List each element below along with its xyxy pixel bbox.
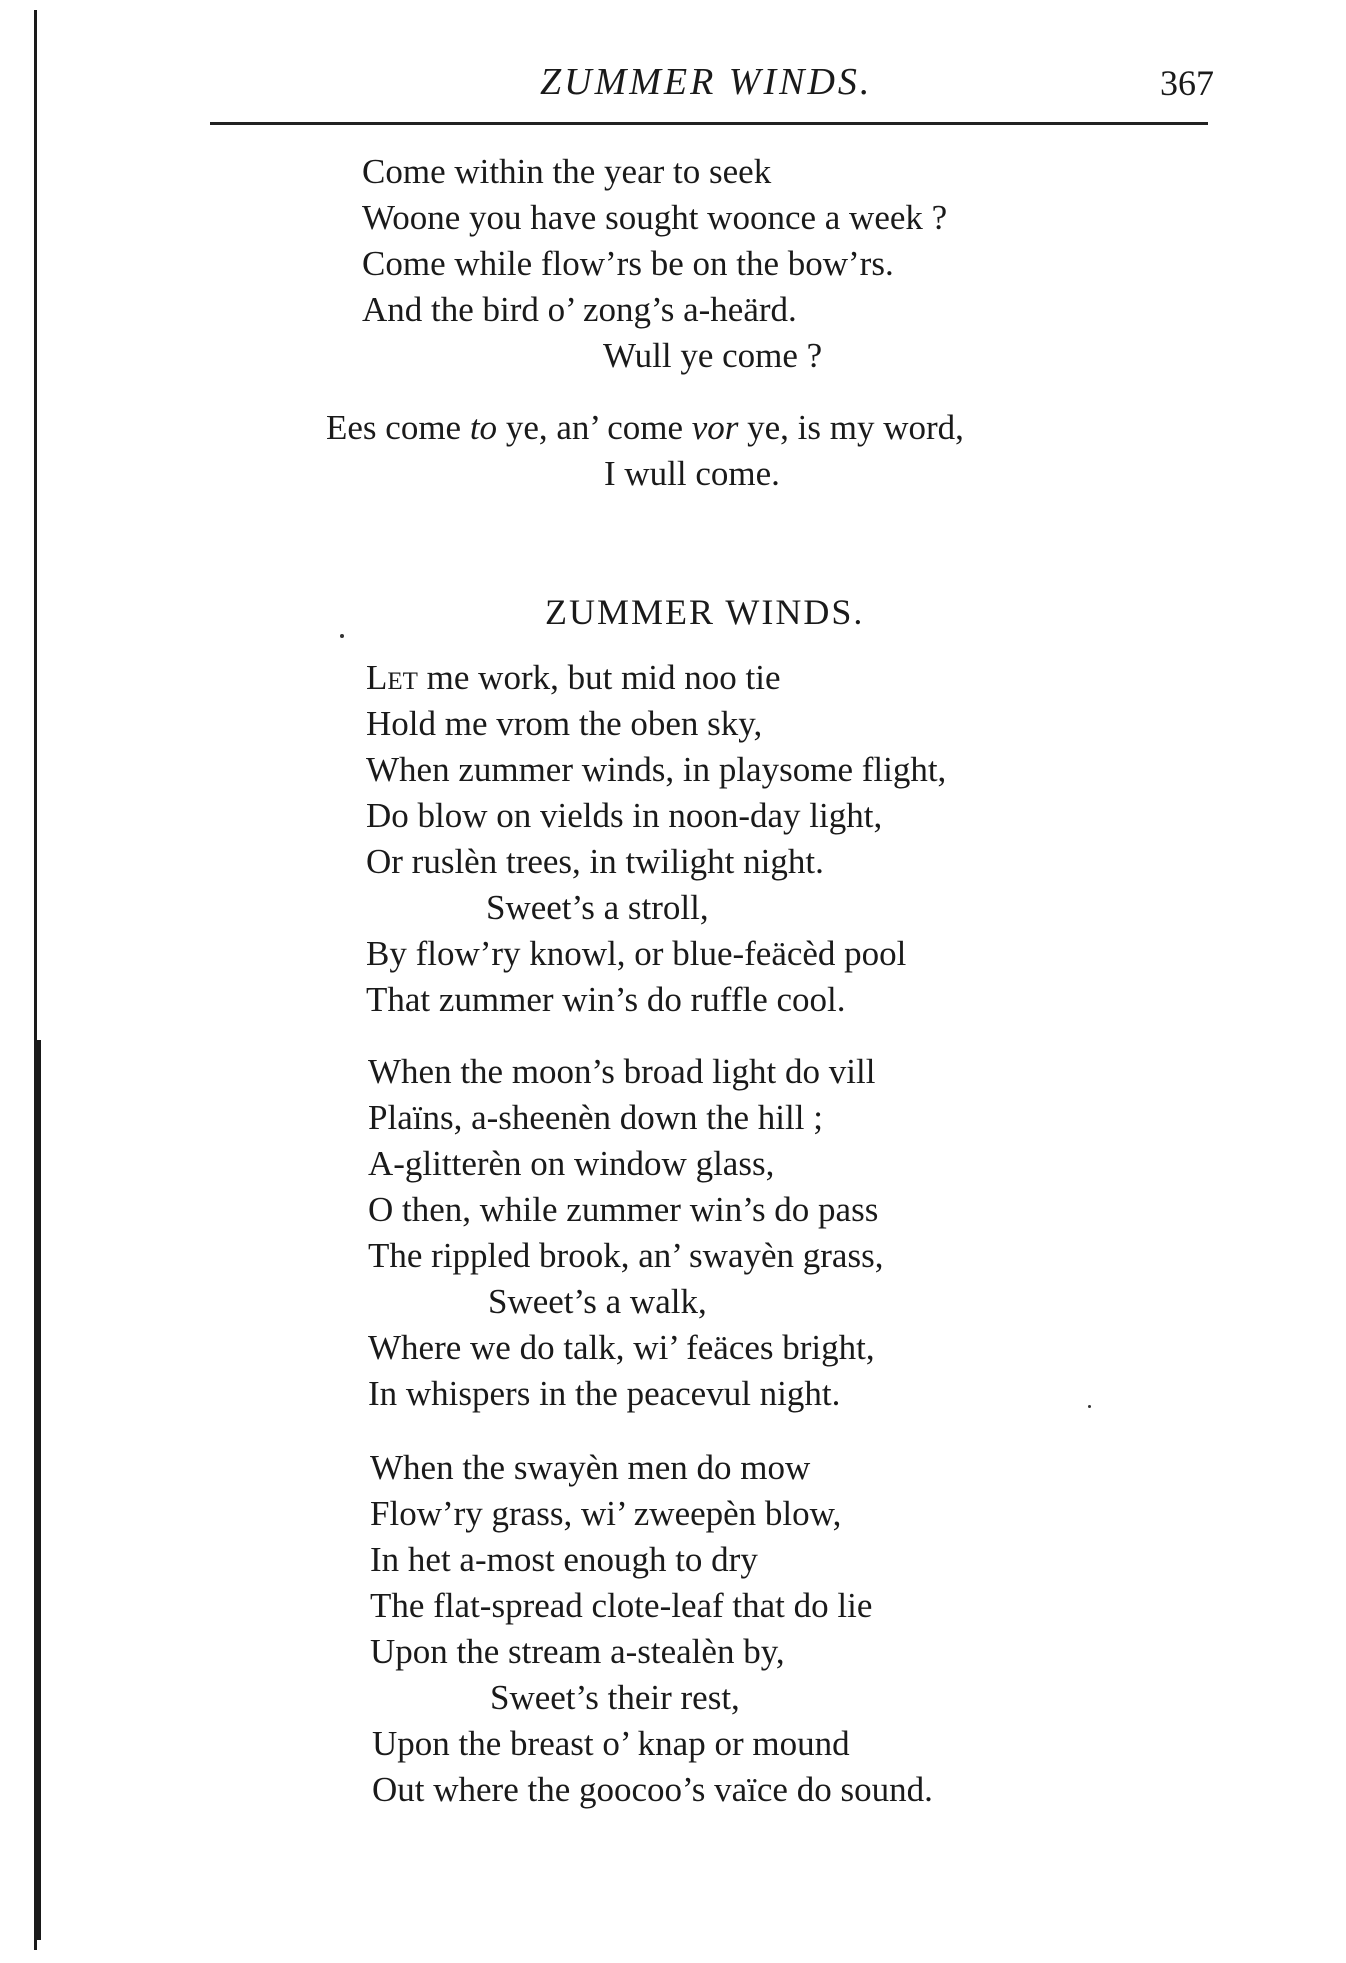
closing-italic: vor — [691, 408, 739, 447]
poem-line: O then, while zummer win’s do pass — [368, 1190, 879, 1229]
poem-line: Sweet’s their rest, — [490, 1678, 740, 1717]
page-number: 367 — [1160, 63, 1214, 103]
closing-text: Ees come — [326, 408, 470, 447]
poem-line: Or ruslèn trees, in twilight night. — [366, 842, 824, 881]
poem-line: Hold me vrom the oben sky, — [366, 704, 763, 743]
poem-line: Plaïns, a-sheenèn down the hill ; — [368, 1098, 823, 1137]
poem-line: Woone you have sought woonce a week ? — [362, 198, 948, 237]
poem-line: Upon the stream a-stealèn by, — [370, 1632, 785, 1671]
ink-speck — [1088, 1405, 1091, 1408]
header-rule — [210, 122, 1208, 125]
poem-line: The rippled brook, an’ swayèn grass, — [368, 1236, 884, 1275]
closing-italic: to — [469, 408, 498, 447]
poem-line: Upon the breast o’ knap or mound — [372, 1724, 850, 1763]
poem-line: In whispers in the peacevul night. — [368, 1374, 841, 1413]
poem-line: Come while flow’rs be on the bow’rs. — [362, 244, 894, 283]
ink-speck — [340, 634, 344, 638]
poem-line: When the swayèn men do mow — [370, 1448, 811, 1487]
running-head — [0, 60, 1346, 110]
poem-line: Out where the goocoo’s vaïce do sound. — [372, 1770, 933, 1809]
poem-line: The flat-spread clote-leaf that do lie — [370, 1586, 873, 1625]
poem-line: Wull ye come ? — [603, 336, 823, 375]
drop-word: Let — [366, 658, 418, 697]
poem-line: Come within the year to seek — [362, 152, 772, 191]
poem-line: Do blow on vields in noon-day light, — [366, 796, 883, 835]
poem-title: ZUMMER WINDS. — [545, 592, 865, 632]
poem-line: And the bird o’ zong’s a-heärd. — [362, 290, 797, 329]
poem-line — [366, 656, 781, 700]
closing-last-line: I wull come. — [604, 454, 780, 493]
poem-line: By flow’ry knowl, or blue-feäcèd pool — [366, 934, 907, 973]
poem-line: Sweet’s a stroll, — [486, 888, 709, 927]
closing-line — [326, 406, 964, 450]
poem-line: A-glitterèn on window glass, — [368, 1144, 775, 1183]
poem-line: Flow’ry grass, wi’ zweepèn blow, — [370, 1494, 842, 1533]
binding-edge-shadow — [35, 1040, 41, 1940]
closing-text: ye, is my word, — [738, 408, 964, 447]
poem-line: That zummer win’s do ruffle cool. — [366, 980, 846, 1019]
poem-line: Sweet’s a walk, — [488, 1282, 707, 1321]
poem-line: When zummer winds, in playsome flight, — [366, 750, 947, 789]
first-line-rest: me work, but mid noo tie — [417, 658, 781, 697]
poem-line: Where we do talk, wi’ feäces bright, — [368, 1328, 875, 1367]
closing-text: ye, an’ come — [497, 408, 692, 447]
poem-line: When the moon’s broad light do vill — [368, 1052, 876, 1091]
poem-line: In het a-most enough to dry — [370, 1540, 758, 1579]
running-title: ZUMMER WINDS. — [540, 61, 873, 103]
